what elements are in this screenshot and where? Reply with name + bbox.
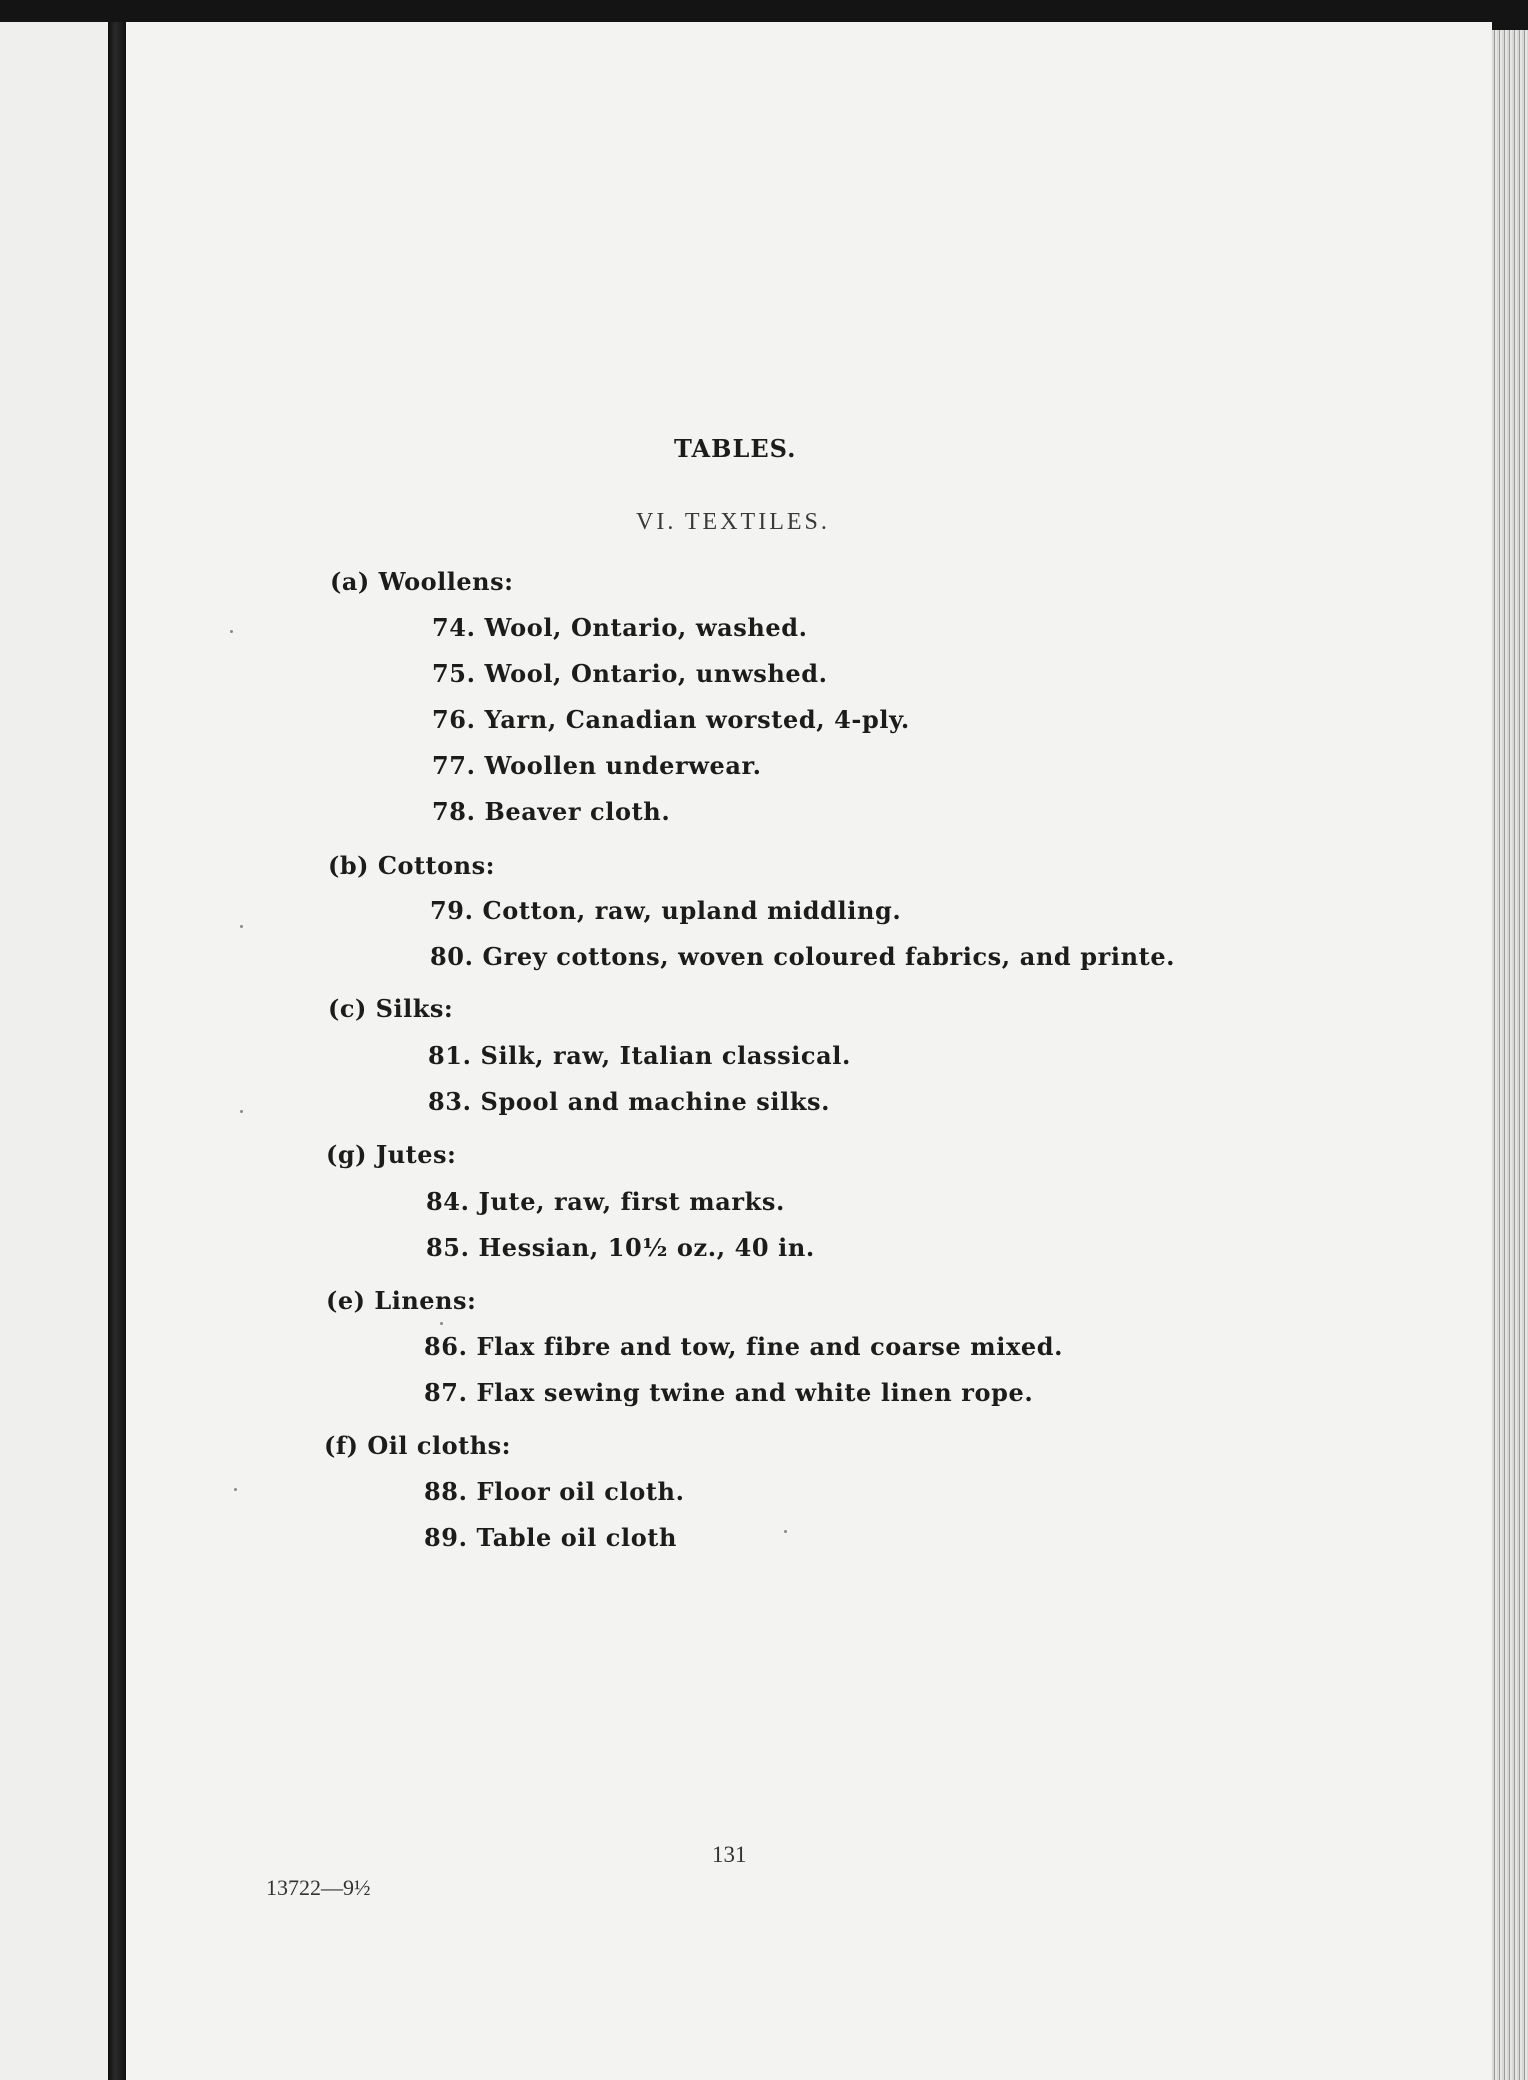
page-title: TABLES. [674,434,797,463]
page-number: 131 [712,1842,747,1867]
list-item: 74. Wool, Ontario, washed. [432,613,808,642]
list-item: 81. Silk, raw, Italian classical. [428,1041,851,1070]
speck [240,1110,243,1113]
category-label: (e) Linens: [326,1286,477,1315]
list-item: 85. Hessian, 10½ oz., 40 in. [426,1233,815,1262]
list-item: 83. Spool and machine silks. [428,1087,831,1116]
book-gutter [108,22,126,2080]
category-label: (b) Cottons: [328,851,495,880]
list-item: 79. Cotton, raw, upland middling. [430,896,902,925]
list-item: 88. Floor oil cloth. [424,1477,685,1506]
category-label: (c) Silks: [328,994,454,1023]
left-page [0,22,108,2080]
page-edges [1492,30,1528,2080]
list-item: 89. Table oil cloth [424,1523,678,1552]
list-item: 80. Grey cottons, woven coloured fabrics, and printe. [430,942,1176,971]
list-item: 84. Jute, raw, first marks. [426,1187,785,1216]
list-item: 78. Beaver cloth. [432,797,671,826]
section-subtitle: VI. TEXTILES. [636,509,830,535]
list-item: 76. Yarn, Canadian worsted, 4-ply. [432,705,910,734]
speck [240,925,243,928]
speck [440,1322,443,1325]
footer-code: 13722—9½ [266,1875,371,1900]
category-label: (g) Jutes: [326,1140,457,1169]
list-item: 86. Flax fibre and tow, fine and coarse mixed. [424,1332,1064,1361]
list-item: 75. Wool, Ontario, unwshed. [432,659,828,688]
speck [784,1530,787,1533]
speck [234,1488,237,1491]
category-label: (f) Oil cloths: [324,1431,512,1460]
list-item: 87. Flax sewing twine and white linen rope. [424,1378,1034,1407]
category-label: (a) Woollens: [330,567,514,596]
list-item: 77. Woollen underwear. [432,751,762,780]
speck [230,630,233,633]
